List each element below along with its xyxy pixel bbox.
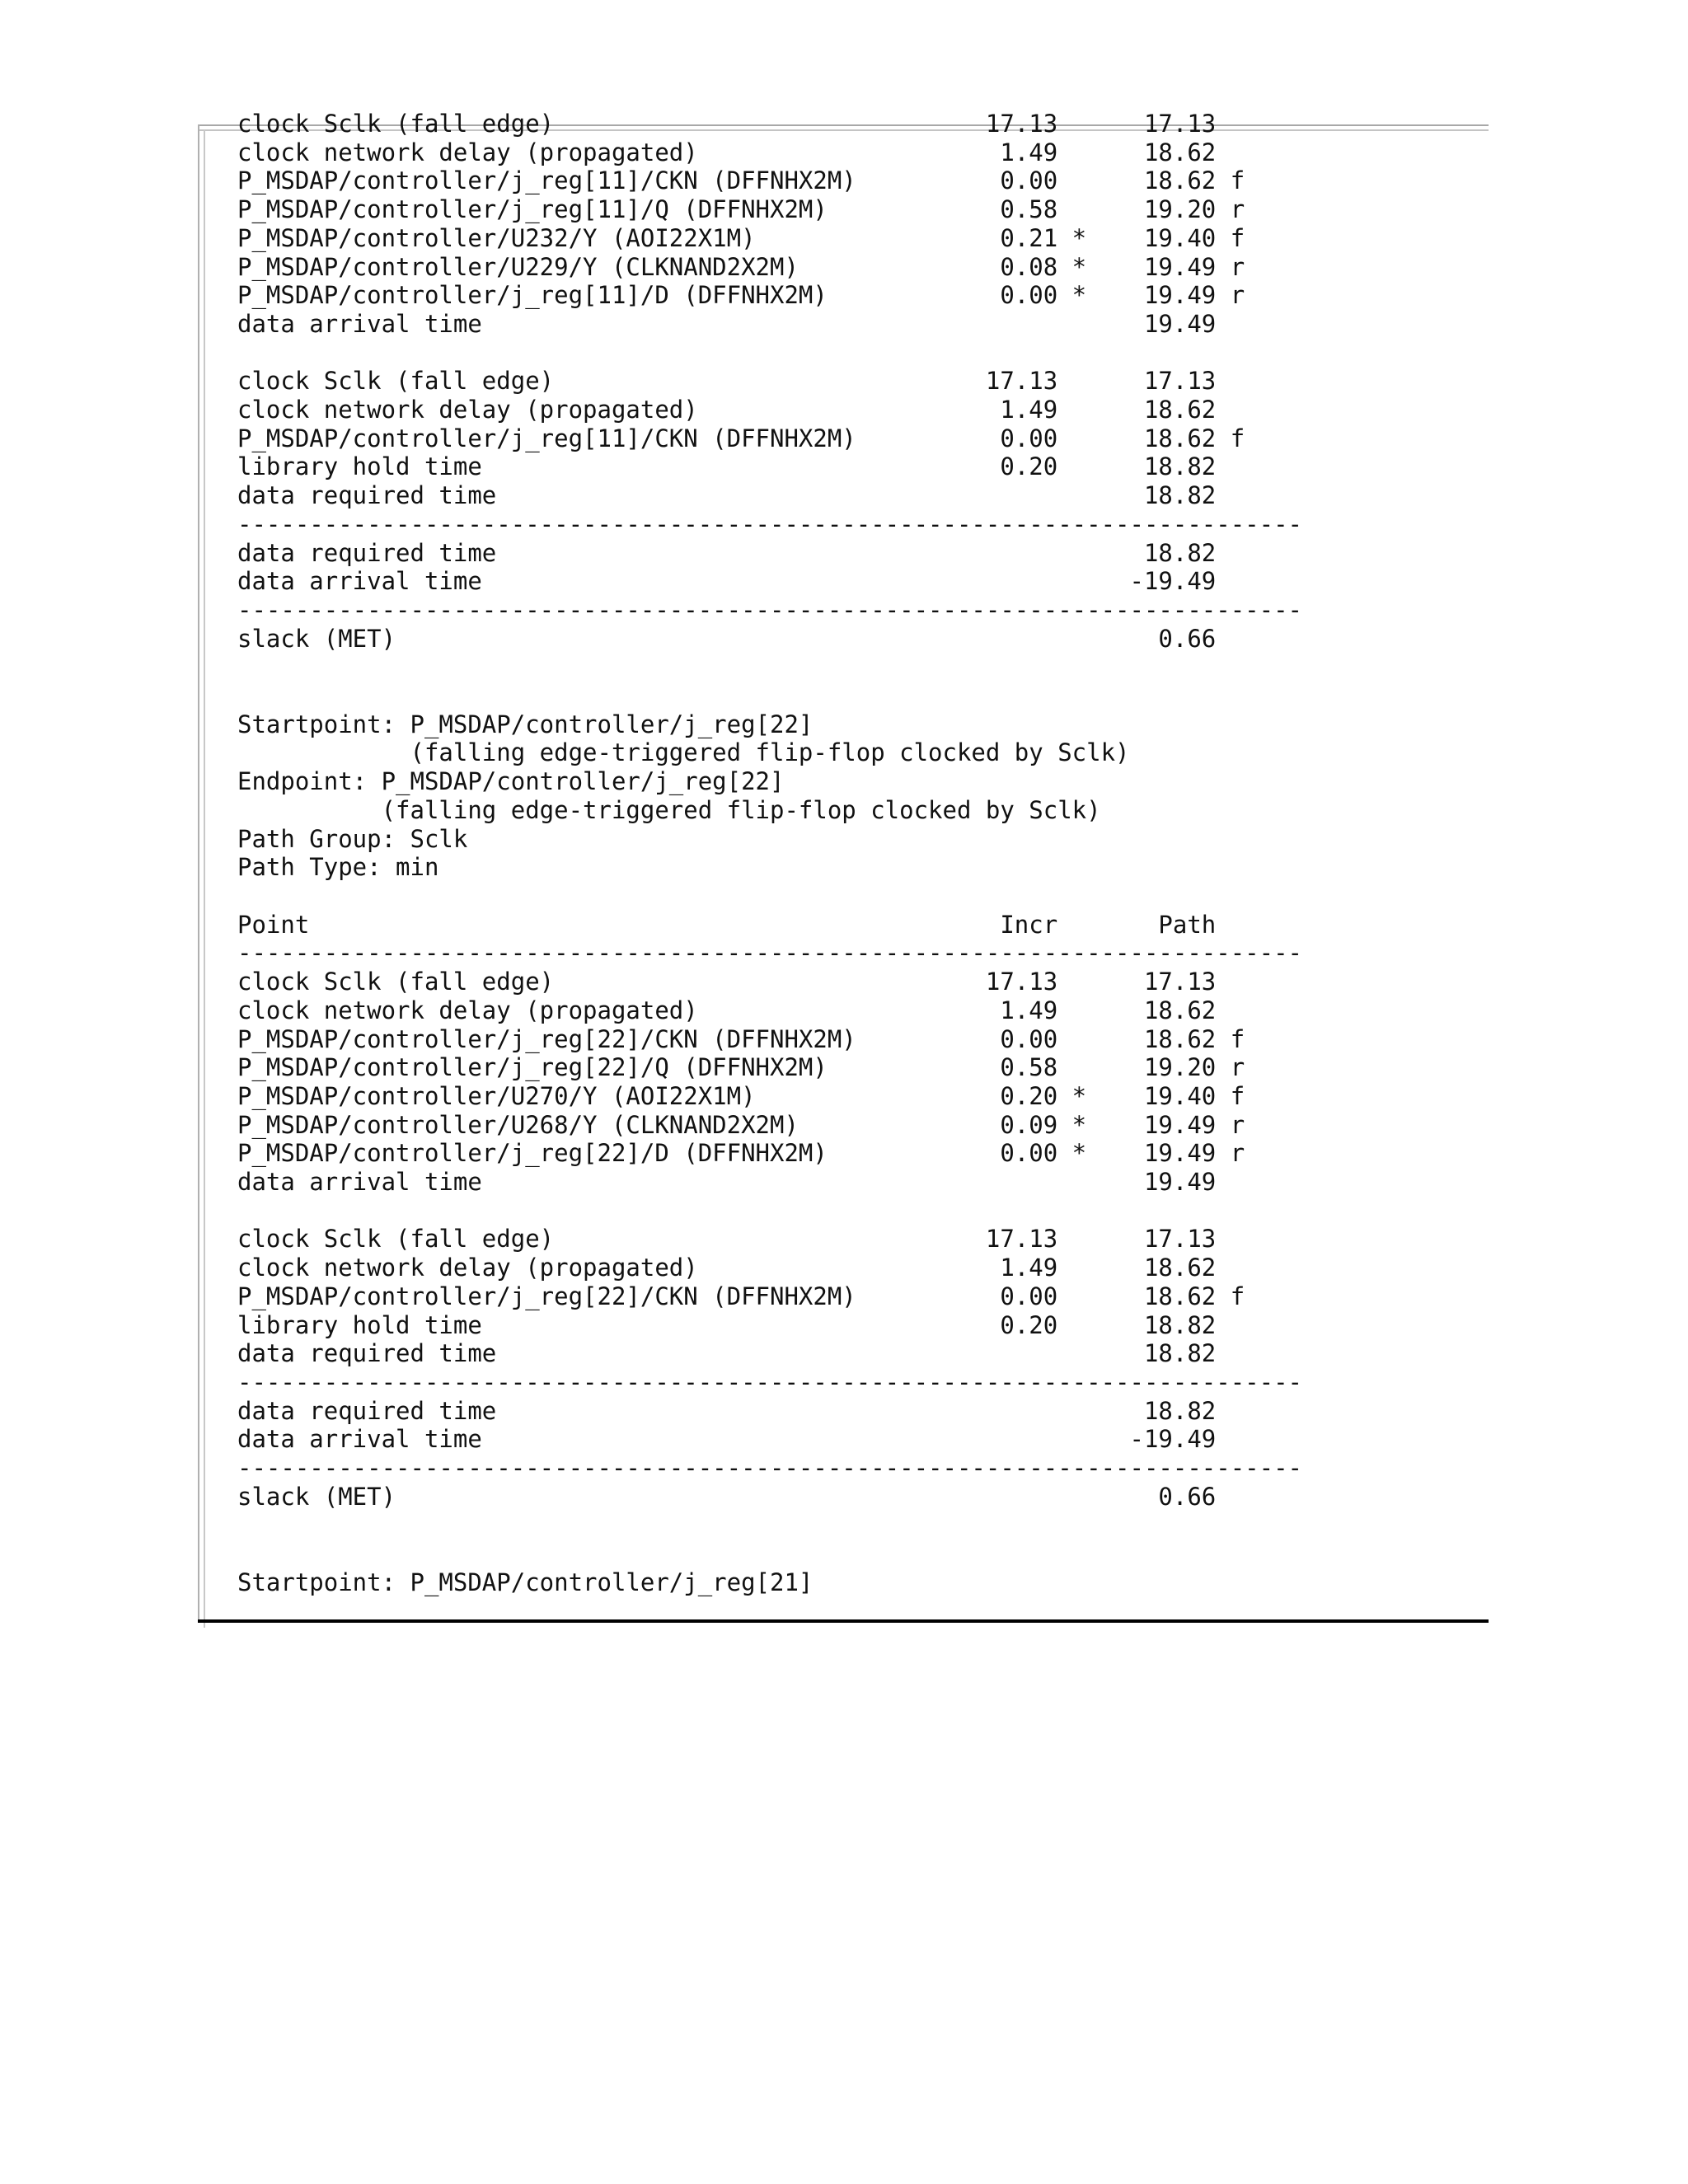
report-line: -------------------------------------------------------------------------- bbox=[237, 595, 1303, 624]
report-line: clock network delay (propagated) 1.49 18.62 bbox=[237, 1254, 1217, 1282]
report-line: P_MSDAP/controller/U270/Y (AOI22X1M) 0.20 * 19.40 f bbox=[237, 1081, 1245, 1110]
report-line: clock network delay (propagated) 1.49 18.62 bbox=[237, 138, 1217, 166]
report-line: library hold time 0.20 18.82 bbox=[237, 1310, 1217, 1339]
report-line: Endpoint: P_MSDAP/controller/j_reg[22] bbox=[237, 767, 785, 796]
report-line: Point Incr Path bbox=[237, 910, 1217, 939]
report-line: clock network delay (propagated) 1.49 18.62 bbox=[237, 396, 1217, 424]
window-left-border bbox=[198, 124, 199, 1623]
report-line: Path Type: min bbox=[237, 853, 439, 882]
report-line: P_MSDAP/controller/U268/Y (CLKNAND2X2M) 0.09 * 19.49 r bbox=[237, 1110, 1245, 1139]
report-line: Startpoint: P_MSDAP/controller/j_reg[22] bbox=[237, 710, 814, 738]
report-line: (falling edge-triggered flip-flop clocked by Sclk) bbox=[237, 795, 1101, 824]
report-line: slack (MET) 0.66 bbox=[237, 1482, 1217, 1511]
report-line: clock network delay (propagated) 1.49 18.62 bbox=[237, 996, 1217, 1024]
report-line: data arrival time 19.49 bbox=[237, 309, 1217, 338]
report-line: P_MSDAP/controller/j_reg[22]/CKN (DFFNHX2M) 0.00 18.62 f bbox=[237, 1024, 1245, 1053]
report-line: P_MSDAP/controller/j_reg[22]/D (DFFNHX2M) 0.00 * 19.49 r bbox=[237, 1139, 1245, 1168]
report-line: -------------------------------------------------------------------------- bbox=[237, 1454, 1303, 1483]
report-line: P_MSDAP/controller/j_reg[11]/CKN (DFFNHX2M) 0.00 18.62 f bbox=[237, 166, 1245, 195]
report-line: -------------------------------------------------------------------------- bbox=[237, 1367, 1303, 1396]
timing-report-window bbox=[198, 110, 1489, 1623]
report-line: data required time 18.82 bbox=[237, 1396, 1217, 1425]
timing-report-scroll-area[interactable] bbox=[237, 110, 1489, 1619]
report-line: data required time 18.82 bbox=[237, 1339, 1217, 1368]
report-line: data required time 18.82 bbox=[237, 481, 1217, 510]
window-left-inner-border bbox=[204, 129, 205, 1628]
report-line: data required time 18.82 bbox=[237, 538, 1217, 567]
report-line: -------------------------------------------------------------------------- bbox=[237, 939, 1303, 968]
report-line: Path Group: Sclk bbox=[237, 824, 468, 853]
report-line: clock Sclk (fall edge) 17.13 17.13 bbox=[237, 1225, 1217, 1254]
report-line: data arrival time 19.49 bbox=[237, 1168, 1217, 1197]
report-line: clock Sclk (fall edge) 17.13 17.13 bbox=[237, 367, 1217, 396]
report-line: library hold time 0.20 18.82 bbox=[237, 452, 1217, 481]
report-line: data arrival time -19.49 bbox=[237, 1425, 1217, 1454]
report-line: P_MSDAP/controller/U229/Y (CLKNAND2X2M) 0.08 * 19.49 r bbox=[237, 252, 1245, 281]
report-line: data arrival time -19.49 bbox=[237, 567, 1217, 596]
report-line: P_MSDAP/controller/j_reg[22]/Q (DFFNHX2M) 0.58 19.20 r bbox=[237, 1053, 1245, 1082]
report-line: slack (MET) 0.66 bbox=[237, 624, 1217, 653]
report-line: P_MSDAP/controller/U232/Y (AOI22X1M) 0.21 * 19.40 f bbox=[237, 223, 1245, 252]
window-bottom-border bbox=[198, 1619, 1489, 1623]
report-line: P_MSDAP/controller/j_reg[22]/CKN (DFFNHX2M) 0.00 18.62 f bbox=[237, 1282, 1245, 1310]
report-line: P_MSDAP/controller/j_reg[11]/CKN (DFFNHX2M) 0.00 18.62 f bbox=[237, 424, 1245, 452]
report-line: Startpoint: P_MSDAP/controller/j_reg[21] bbox=[237, 1568, 814, 1596]
report-line: P_MSDAP/controller/j_reg[11]/D (DFFNHX2M) 0.00 * 19.49 r bbox=[237, 281, 1245, 310]
report-line: clock Sclk (fall edge) 17.13 17.13 bbox=[237, 968, 1217, 996]
report-line: P_MSDAP/controller/j_reg[11]/Q (DFFNHX2M) 0.58 19.20 r bbox=[237, 195, 1245, 224]
report-line: (falling edge-triggered flip-flop clocked by Sclk) bbox=[237, 738, 1130, 767]
timing-report-text bbox=[237, 110, 1489, 1597]
report-line: -------------------------------------------------------------------------- bbox=[237, 509, 1303, 538]
report-line: clock Sclk (fall edge) 17.13 17.13 bbox=[237, 110, 1217, 138]
